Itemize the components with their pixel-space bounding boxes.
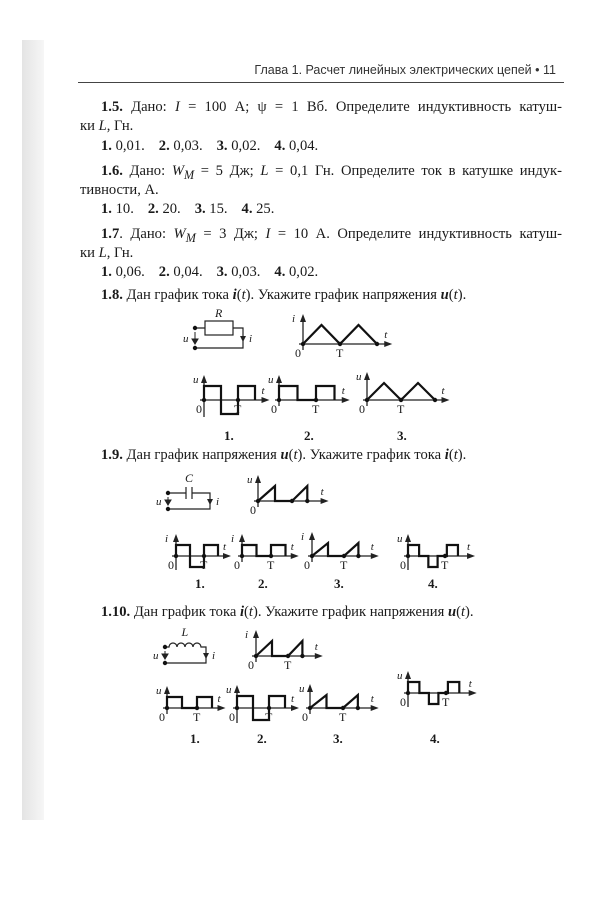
- axis-arrow-icon: [321, 498, 329, 504]
- axis-arrow-icon: [234, 685, 240, 693]
- axis-arrow-icon: [291, 553, 299, 559]
- heading-text: Дан график напряжения: [122, 447, 281, 463]
- voltage-label: u: [183, 333, 189, 345]
- period-label: T: [200, 558, 208, 572]
- waveform: [312, 543, 358, 556]
- axis-arrow-icon: [467, 553, 475, 559]
- axis-arrow-icon: [371, 553, 379, 559]
- waveform: [256, 641, 302, 656]
- heading-text: ).: [465, 604, 474, 620]
- axis-label-y: i: [301, 531, 305, 543]
- axis-arrow-icon: [405, 671, 411, 679]
- circuit-1-9: [156, 471, 219, 511]
- terminal: [163, 645, 167, 649]
- heading-text: ): [252, 604, 258, 620]
- option-graph-1-8-3: [356, 371, 450, 443]
- answer-value: 0,06.: [111, 264, 145, 280]
- bullet: •: [535, 63, 540, 77]
- axis-label-t: t: [370, 541, 374, 553]
- axis-label-t: t: [468, 678, 472, 690]
- period-label: T: [284, 658, 292, 672]
- point-marker: [202, 398, 206, 402]
- waveform: [242, 545, 286, 556]
- heading-text: t: [293, 447, 298, 463]
- voltage-arrow-icon: [192, 332, 198, 344]
- text: = 10 А. Определите индуктивность катуш-: [270, 226, 563, 242]
- origin-label: 0: [271, 402, 277, 416]
- point-marker: [301, 342, 305, 346]
- point-marker: [365, 398, 369, 402]
- option-graph-1-9-2: [231, 533, 299, 591]
- origin-label: 0: [229, 710, 235, 724]
- origin-label: 0: [359, 402, 365, 416]
- answer-value: 0,04.: [169, 264, 203, 280]
- period-label: T: [234, 402, 242, 416]
- text: = 5 Дж;: [194, 163, 261, 179]
- waveform: [279, 386, 335, 400]
- text: = 100 А; ψ = 1 Вб. Определите индуктивность катуш-: [179, 99, 562, 115]
- option-graph-1-10-3: [299, 683, 379, 746]
- axis-arrow-icon: [342, 397, 350, 403]
- point-marker: [254, 654, 258, 658]
- heading-text: 1.9.: [101, 447, 123, 463]
- point-marker: [433, 398, 437, 402]
- axis-label-y: u: [156, 685, 162, 697]
- answer-value: 15.: [205, 201, 228, 217]
- text: = 0,1 Гн. Определите ток в катушке индук-: [268, 163, 562, 179]
- origin-label: 0: [302, 710, 308, 724]
- axis-label-t: t: [370, 693, 374, 705]
- symbol: I: [265, 226, 271, 242]
- axis-arrow-icon: [201, 375, 207, 383]
- axis-arrow-icon: [239, 534, 245, 542]
- origin-label: 0: [304, 558, 310, 572]
- point-marker: [356, 706, 360, 710]
- symbol: L: [98, 245, 107, 261]
- heading-text: t: [241, 287, 246, 303]
- axis-label-y: u: [397, 533, 403, 545]
- heading-text: u: [280, 447, 289, 463]
- period-label: T: [397, 402, 405, 416]
- axis-label-t: t: [467, 541, 471, 553]
- page-number: 11: [543, 63, 556, 77]
- terminal: [163, 661, 167, 665]
- wire: [195, 328, 243, 348]
- option-graph-1-10-2: [226, 684, 299, 746]
- period-label: T: [441, 558, 449, 572]
- answer-value: 20.: [158, 201, 181, 217]
- current-label: i: [249, 333, 253, 345]
- axis-arrow-icon: [307, 684, 313, 692]
- axis-label-y: u: [268, 374, 274, 386]
- voltage-label: u: [153, 650, 159, 662]
- option-graph-1-9-1: [165, 533, 231, 591]
- axis-label-y: u: [397, 670, 403, 682]
- text: ки: [80, 245, 99, 261]
- heading-text: t: [248, 604, 253, 620]
- axis-label-y: u: [356, 371, 362, 383]
- inductor-icon: [165, 643, 206, 663]
- axis-label-t: t: [223, 541, 227, 553]
- subscript: M: [185, 230, 196, 245]
- heading-text: u: [447, 604, 457, 620]
- terminal: [193, 346, 197, 350]
- origin-label: 0: [400, 695, 406, 709]
- resistor-icon: [205, 321, 233, 335]
- answer-value: 0,03.: [169, 138, 203, 154]
- axis-label-t: t: [291, 693, 295, 705]
- problem-number: 1.7: [101, 226, 120, 242]
- current-arrow-icon: [240, 336, 246, 342]
- heading-text: (: [288, 447, 294, 463]
- axis-arrow-icon: [276, 375, 282, 383]
- axis-arrow-icon: [300, 314, 306, 322]
- point-marker: [305, 499, 309, 503]
- heading-text: i: [232, 287, 237, 303]
- circuit-1-10: [153, 625, 215, 665]
- option-number: 4.: [428, 576, 438, 591]
- period-label: T: [267, 558, 275, 572]
- terminal: [193, 326, 197, 330]
- answer-value: 25.: [252, 201, 275, 217]
- axis-arrow-icon: [164, 686, 170, 694]
- point-marker: [406, 554, 410, 558]
- text: = 3 Дж;: [195, 226, 266, 242]
- current-label: i: [212, 650, 216, 662]
- option-number: 4.: [430, 731, 440, 746]
- heading-text: Дан график тока: [130, 604, 240, 620]
- answer-number: 1.: [101, 138, 112, 154]
- origin-label: 0: [250, 503, 256, 517]
- axis-label-y: u: [226, 684, 232, 696]
- text: тивности, А.: [80, 182, 159, 198]
- element-label: R: [215, 306, 223, 320]
- answer-number: 4.: [241, 201, 253, 217]
- terminal: [166, 507, 170, 511]
- answer-value: 0,01.: [111, 138, 145, 154]
- heading-text: . Укажите график напряжения: [250, 287, 441, 303]
- axis-arrow-icon: [405, 534, 411, 542]
- option-graph-1-10-4: [397, 670, 477, 746]
- heading-text: i: [239, 604, 245, 620]
- option-number: 1.: [190, 731, 200, 746]
- axis-arrow-icon: [469, 690, 477, 696]
- current-arrow-icon: [207, 499, 213, 505]
- axis-arrow-icon: [364, 372, 370, 380]
- heading-text: (: [448, 287, 454, 303]
- answer-number: 3.: [216, 264, 228, 280]
- option-graph-1-8-1: [193, 374, 270, 443]
- period-label: T: [339, 710, 347, 724]
- chapter-title: Глава 1. Расчет линейных электрических цепей: [254, 63, 532, 77]
- axis-arrow-icon: [173, 534, 179, 542]
- heading-text: . Укажите график тока: [302, 447, 445, 463]
- axis-label-t: t: [290, 541, 294, 553]
- period-label: T: [442, 695, 450, 709]
- heading-text: ): [245, 287, 251, 303]
- period-label: T: [193, 710, 201, 724]
- text: , Гн.: [106, 245, 134, 261]
- symbol: L: [98, 118, 107, 134]
- heading-text: (: [456, 604, 461, 620]
- heading-text: i: [444, 447, 449, 463]
- heading-text: t: [453, 287, 458, 303]
- voltage-arrow-icon: [162, 651, 168, 659]
- problem-number: 1.6.: [101, 163, 123, 179]
- answer-value: 0,02.: [227, 138, 261, 154]
- symbol: W: [173, 226, 186, 242]
- answer-number: 2.: [158, 264, 170, 280]
- option-number: 1.: [224, 428, 234, 443]
- option-number: 3.: [397, 428, 407, 443]
- given-graph-1-10: [245, 629, 323, 672]
- circuit-1-8: [183, 306, 252, 350]
- waveform: [367, 383, 435, 400]
- point-marker: [310, 554, 314, 558]
- symbol: L: [260, 163, 269, 179]
- text: ки: [80, 118, 99, 134]
- point-marker: [240, 554, 244, 558]
- given-graph-1-9: [247, 474, 329, 517]
- heading-text: 1.10.: [101, 604, 131, 620]
- axis-label-t: t: [261, 385, 265, 397]
- text: Дано:: [122, 99, 175, 115]
- waveform: [167, 697, 212, 708]
- axis-arrow-icon: [442, 397, 450, 403]
- answer-number: 3.: [216, 138, 228, 154]
- option-graph-1-8-2: [268, 374, 350, 443]
- point-marker: [256, 499, 260, 503]
- period-label: T: [340, 558, 348, 572]
- heading-text: t: [460, 604, 466, 620]
- option-graph-1-9-4: [397, 533, 475, 591]
- axis-label-t: t: [217, 693, 221, 705]
- heading-text: ).: [457, 287, 467, 303]
- point-marker: [308, 706, 312, 710]
- origin-label: 0: [248, 658, 254, 672]
- current-arrow-icon: [203, 653, 209, 659]
- symbol: I: [174, 99, 180, 115]
- point-marker: [375, 342, 379, 346]
- heading-text: 1.8.: [101, 287, 123, 303]
- axis-arrow-icon: [255, 475, 261, 483]
- option-number: 3.: [333, 731, 343, 746]
- point-marker: [300, 654, 304, 658]
- answer-number: 2.: [158, 138, 170, 154]
- answer-value: 0,04.: [285, 138, 319, 154]
- axis-label-y: i: [165, 533, 169, 545]
- point-marker: [406, 691, 410, 695]
- symbol: W: [171, 163, 184, 179]
- period-label: T: [265, 710, 273, 724]
- axis-label-t: t: [441, 385, 445, 397]
- origin-label: 0: [295, 346, 301, 360]
- text: Дано:: [122, 226, 174, 242]
- heading-text: (: [448, 447, 454, 463]
- heading-text: . Укажите график напряжения: [257, 604, 448, 620]
- axis-label-t: t: [341, 385, 345, 397]
- answer-value: 0,02.: [285, 264, 319, 280]
- axis-label-y: i: [245, 629, 249, 641]
- axis-arrow-icon: [315, 653, 323, 659]
- origin-label: 0: [234, 558, 240, 572]
- waveform: [258, 486, 307, 501]
- heading-text: t: [453, 447, 458, 463]
- origin-label: 0: [400, 558, 406, 572]
- current-label: i: [216, 496, 220, 508]
- point-marker: [277, 398, 281, 402]
- axis-arrow-icon: [253, 630, 259, 638]
- heading-text: (: [244, 604, 249, 620]
- option-number: 1.: [195, 576, 205, 591]
- answer-value: 0,03.: [227, 264, 261, 280]
- axis-arrow-icon: [309, 532, 315, 540]
- text: Дано:: [122, 163, 172, 179]
- axis-label-y: u: [247, 474, 253, 486]
- point-marker: [174, 554, 178, 558]
- origin-label: 0: [196, 402, 202, 416]
- axis-label-t: t: [314, 641, 318, 653]
- point-marker: [356, 554, 360, 558]
- text: , Гн.: [106, 118, 134, 134]
- option-number: 2.: [258, 576, 268, 591]
- axis-label-t: t: [320, 486, 324, 498]
- answer-number: 3.: [194, 201, 206, 217]
- option-graph-1-10-1: [156, 685, 226, 746]
- given-graph-1-8: [292, 313, 392, 360]
- point-marker: [165, 706, 169, 710]
- heading-text: (: [236, 287, 242, 303]
- axis-label-y: u: [193, 374, 199, 386]
- answer-value: 10.: [111, 201, 134, 217]
- heading-text: ).: [457, 447, 467, 463]
- axis-label-y: i: [292, 313, 296, 325]
- option-number: 3.: [334, 576, 344, 591]
- axis-arrow-icon: [218, 705, 226, 711]
- axis-arrow-icon: [371, 705, 379, 711]
- element-label: L: [181, 625, 189, 639]
- text: .: [119, 226, 123, 242]
- axis-label-t: t: [384, 329, 388, 341]
- capacitor-icon: [168, 487, 210, 509]
- origin-label: 0: [168, 558, 174, 572]
- waveform: [310, 695, 358, 708]
- problem-number: 1.5.: [101, 99, 123, 115]
- element-label: C: [185, 471, 194, 485]
- axis-label-y: i: [231, 533, 235, 545]
- subscript: M: [183, 167, 195, 182]
- axis-arrow-icon: [262, 397, 270, 403]
- option-number: 2.: [304, 428, 314, 443]
- axis-label-y: u: [299, 683, 305, 695]
- heading-text: ): [297, 447, 303, 463]
- axis-arrow-icon: [223, 553, 231, 559]
- voltage-label: u: [156, 496, 162, 508]
- option-number: 2.: [257, 731, 267, 746]
- answer-number: 2.: [147, 201, 159, 217]
- period-label: T: [312, 402, 320, 416]
- terminal: [166, 491, 170, 495]
- option-graph-1-9-3: [301, 531, 379, 591]
- origin-label: 0: [159, 710, 165, 724]
- axis-arrow-icon: [291, 705, 299, 711]
- waveform: [303, 325, 377, 344]
- heading-text: Дан график тока: [122, 287, 233, 303]
- answer-number: 4.: [274, 138, 286, 154]
- heading-text: u: [440, 287, 449, 303]
- axis-arrow-icon: [384, 341, 392, 347]
- point-marker: [290, 499, 294, 503]
- period-label: T: [336, 346, 344, 360]
- answer-number: 1.: [101, 264, 112, 280]
- answer-number: 4.: [274, 264, 286, 280]
- point-marker: [235, 706, 239, 710]
- answer-number: 1.: [101, 201, 112, 217]
- voltage-arrow-icon: [165, 497, 171, 505]
